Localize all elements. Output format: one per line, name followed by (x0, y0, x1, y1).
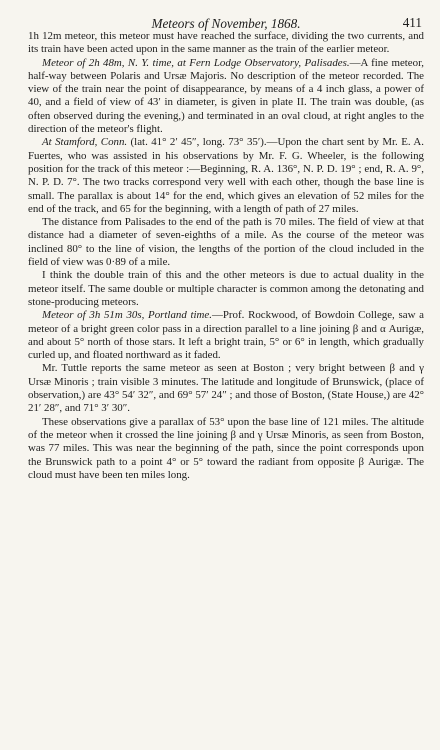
paragraph-2 (28, 57, 424, 137)
running-header (28, 8, 424, 30)
paragraph-6 (28, 309, 424, 362)
paragraph-7 (28, 362, 424, 415)
paragraph-text: The distance from Palisades to the end of the path is 70 miles. The field of view at that distance had a diameter of seven-eighths of a mile. As the course of the meteor was inclined 80° to the line of vision, the lengths of the portion of the cloud included in the field of view was 0·89 of a mile. (28, 216, 424, 269)
paragraph-3 (28, 136, 424, 216)
paragraph-text: These observations give a parallax of 53° upon the base line of 121 miles. The altitude of the meteor when it crossed the line joining β and γ Ursæ Minoris, as seen from Boston, was 77 miles. This was near the beginning of the path, since the point corresponds upon the Brunswick path to a point 4° or 5° toward the radiant from opposite β Aurigæ. The cloud must have been ten miles long. (28, 415, 424, 481)
paragraph-lead: Meteor of 2h 48m, N. Y. time, at Fern Lodge Observatory, Palisades. (42, 56, 350, 69)
page-number: 411 (402, 15, 422, 30)
paragraph-text: Mr. Tuttle reports the same meteor as seen at Boston ; very bright between β and γ Ursæ Minoris ; train visible 3 minutes. The latitude and longitude of Brunswick, (place of observation,) are 43° 54′ 32″, and 69° 57′ 24″ ; and those of Boston, (State House,) are 42° 21′ 28″, and 71° 3′ 30″. (28, 362, 424, 415)
paragraph-text: —Prof. Rockwood, of Bowdoin College, saw a meteor of a bright green color pass in a direction parallel to a line joining β and α Aurigæ, and about 5° north of those stars. It left a bright train, 5° or 6° in length, which gradually curled up, and floated northward as it faded. (28, 309, 424, 362)
paragraph-text: I think the double train of this and the other meteors is due to actual duality in the meteor itself. The same double or multiple character is common among the detonating and stone-producing meteors. (28, 269, 424, 308)
paragraph-text: 1h 12m meteor, this meteor must have reached the surface, dividing the two currents, and its train have been acted upon in the same manner as the train of the earlier meteor. (28, 30, 424, 56)
paragraph-lead: Meteor of 3h 51m 30s, Portland time. (42, 309, 212, 322)
body-text (28, 30, 424, 482)
paragraph-lead: At Stamford, Conn. (42, 136, 128, 149)
paragraph-text: (lat. 41° 2′ 45″, long. 73° 35′).—Upon the chart sent by Mr. E. A. Fuertes, who was assisted in his observations by Mr. F. G. Wheeler, is the following position for the track of this meteor :—Beginning, R. A. 136°, N. P. D. 19° ; end, R. A. 9°, N. P. D. 7°. The two tracks correspond very well with each other, though the base line is small. The parallax is about 14° for the end, which gives an elevation of 52 miles for the end of the track, and 65 for the beginning, with a length of path of 27 miles. (28, 136, 424, 215)
paragraph-text: —A fine meteor, half-way between Polaris and Ursæ Majoris. No description of the meteor recorded. The view of the train near the point of disappearance, by means of a 4 inch glass, a power of 40, and a field of view of 43′ in diameter, is given in plate II. The train was double, (as often observed during the evening,) and terminated in an oval cloud, at right angles to the direction of the meteor's flight. (28, 56, 424, 136)
paragraph-1 (28, 30, 424, 57)
running-title: Meteors of November, 1868. (151, 16, 301, 31)
paragraph-4 (28, 216, 424, 269)
paragraph-8 (28, 416, 424, 482)
paragraph-5 (28, 269, 424, 309)
